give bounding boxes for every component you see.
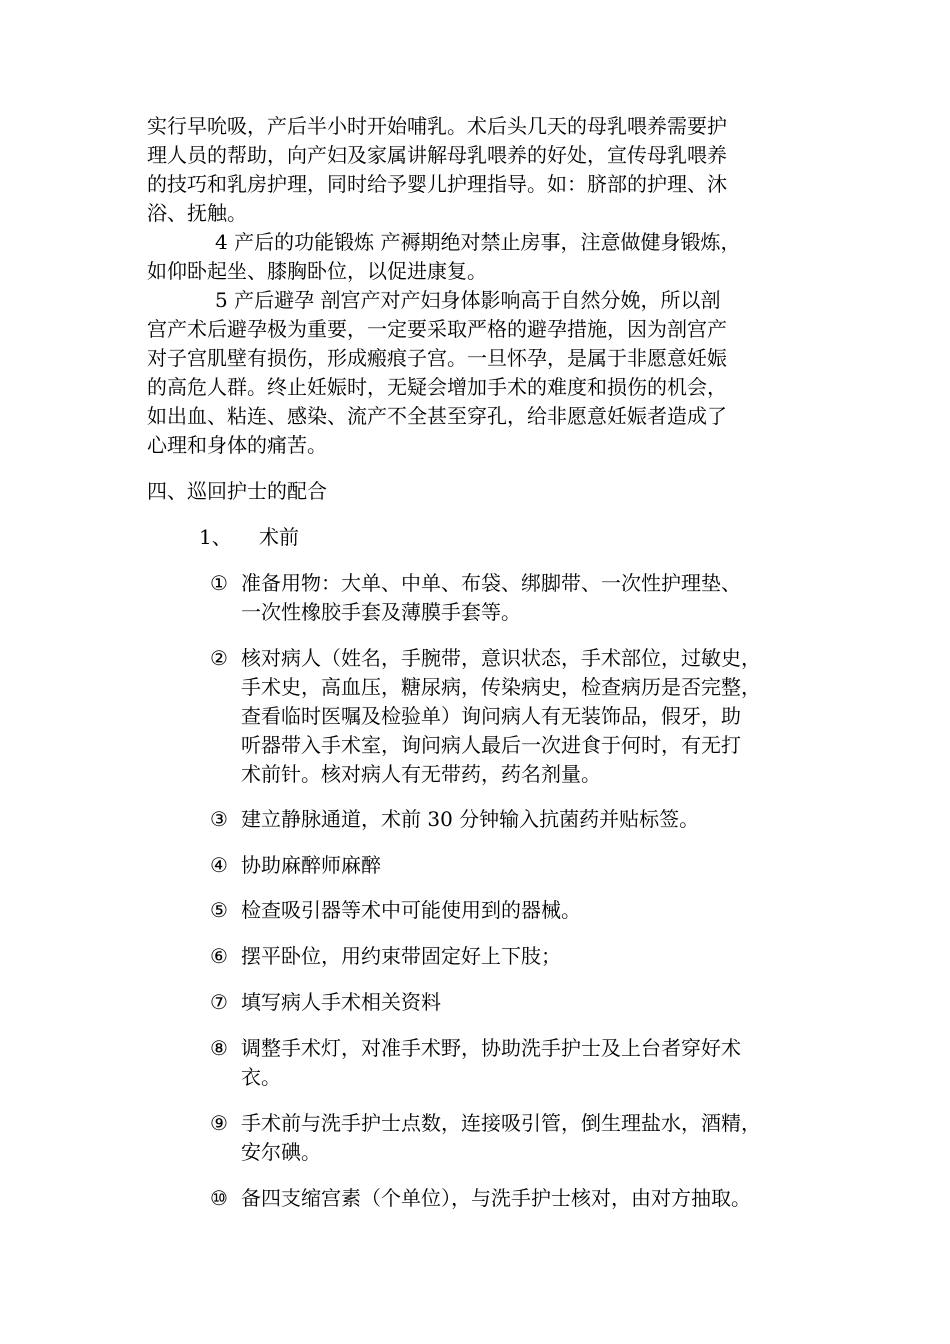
text-line: 衣。 [241,1065,281,1089]
text-line: 摆平卧位，用约束带固定好上下肢； [241,944,561,968]
text-line: 听器带入手术室，询问病人最后一次进食于何时，有无打 [241,733,741,757]
text-line: 术前针。核对病人有无带药，药名剂量。 [241,762,601,786]
text-line: 准备用物：大单、中单、布袋、绑脚带、一次性护理垫、 [241,571,741,595]
step-marker: ⑥ [210,944,228,968]
text-line: 心理和身体的痛苦。 [147,433,327,457]
step-marker: ⑧ [210,1036,228,1060]
section-heading: 四、巡回护士的配合 [147,479,327,503]
text-line: 如出血、粘连、感染、流产不全甚至穿孔，给非愿意妊娠者造成了 [147,404,727,428]
text-line: 协助麻醉师麻醉 [241,853,381,877]
step-marker: ⑤ [210,898,228,922]
subsection-title: 术前 [259,525,299,549]
text-line: 的高危人群。终止妊娠时，无疑会增加手术的难度和损伤的机会， [147,375,727,399]
text-line: 查看临时医嘱及检验单）询问病人有无装饰品，假牙，助 [241,704,741,728]
text-line: 5 产后避孕 剖宫产对产妇身体影响高于自然分娩，所以剖 [215,288,721,312]
step-marker: ⑨ [210,1111,228,1135]
text-line: 安尔碘。 [241,1140,321,1164]
step-marker: ③ [210,807,228,831]
text-line: 理人员的帮助，向产妇及家属讲解母乳喂养的好处，宣传母乳喂养 [147,143,727,167]
text-line: 如仰卧起坐、膝胸卧位，以促进康复。 [147,259,487,283]
text-line: 的技巧和乳房护理，同时给予婴儿护理指导。如：脐部的护理、沐 [147,172,727,196]
step-marker: ④ [210,853,228,877]
text-line: 宫产术后避孕极为重要，一定要采取严格的避孕措施，因为剖宫产 [147,317,727,341]
text-line: 对子宫肌壁有损伤，形成瘢痕子宫。一旦怀孕，是属于非愿意妊娠 [147,346,727,370]
step-marker: ① [210,571,228,595]
subsection-number: 1、 [199,525,232,549]
text-line: 一次性橡胶手套及薄膜手套等。 [241,600,521,624]
text-line: 建立静脉通道，术前 30 分钟输入抗菌药并贴标签。 [241,807,700,831]
text-line: 浴、抚触。 [147,201,247,225]
text-line: 备四支缩宫素（个单位），与洗手护士核对，由对方抽取。 [241,1186,751,1210]
text-line: 手术前与洗手护士点数，连接吸引管，倒生理盐水，酒精， [241,1111,761,1135]
step-marker: ② [210,646,228,670]
text-line: 检查吸引器等术中可能使用到的器械。 [241,898,581,922]
text-line: 核对病人（姓名，手腕带，意识状态，手术部位，过敏史， [241,646,761,670]
text-line: 填写病人手术相关资料 [241,990,441,1014]
text-line: 手术史，高血压，糖尿病，传染病史，检查病历是否完整， [241,675,761,699]
text-line: 实行早吮吸，产后半小时开始哺乳。术后头几天的母乳喂养需要护 [147,114,727,138]
text-line: 调整手术灯，对准手术野，协助洗手护士及上台者穿好术 [241,1036,741,1060]
text-line: 4 产后的功能锻炼 产褥期绝对禁止房事，注意做健身锻炼， [215,230,741,254]
step-marker: ⑩ [210,1186,228,1210]
step-marker: ⑦ [210,990,228,1014]
